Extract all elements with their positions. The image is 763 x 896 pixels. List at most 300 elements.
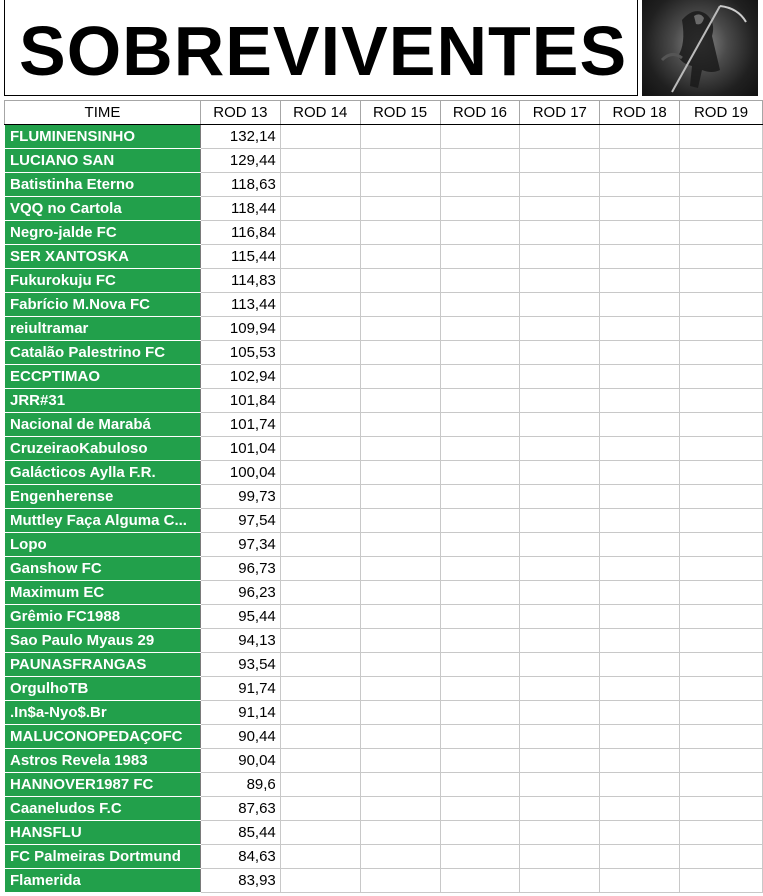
rod15-score-cell[interactable]	[360, 845, 440, 869]
team-name-cell[interactable]: Fabrício M.Nova FC	[5, 293, 201, 317]
rod13-score-cell[interactable]: 101,04	[200, 437, 280, 461]
rod16-score-cell[interactable]	[440, 869, 520, 893]
rod19-score-cell[interactable]	[680, 605, 763, 629]
rod17-score-cell[interactable]	[520, 629, 600, 653]
rod15-score-cell[interactable]	[360, 869, 440, 893]
team-name-cell[interactable]: .In$a-Nyo$.Br	[5, 701, 201, 725]
team-name-cell[interactable]: reiultramar	[5, 317, 201, 341]
rod17-score-cell[interactable]	[520, 341, 600, 365]
rod17-score-cell[interactable]	[520, 149, 600, 173]
rod14-score-cell[interactable]	[280, 485, 360, 509]
team-name-cell[interactable]: PAUNASFRANGAS	[5, 653, 201, 677]
column-header-rod19[interactable]: ROD 19	[680, 101, 763, 125]
rod15-score-cell[interactable]	[360, 461, 440, 485]
rod18-score-cell[interactable]	[600, 677, 680, 701]
team-name-cell[interactable]: FLUMINENSINHO	[5, 125, 201, 149]
rod18-score-cell[interactable]	[600, 725, 680, 749]
rod14-score-cell[interactable]	[280, 461, 360, 485]
rod16-score-cell[interactable]	[440, 317, 520, 341]
rod16-score-cell[interactable]	[440, 701, 520, 725]
rod16-score-cell[interactable]	[440, 677, 520, 701]
team-name-cell[interactable]: Maximum EC	[5, 581, 201, 605]
rod14-score-cell[interactable]	[280, 125, 360, 149]
rod14-score-cell[interactable]	[280, 437, 360, 461]
rod17-score-cell[interactable]	[520, 557, 600, 581]
rod19-score-cell[interactable]	[680, 269, 763, 293]
rod17-score-cell[interactable]	[520, 869, 600, 893]
rod14-score-cell[interactable]	[280, 293, 360, 317]
page-title: SOBREVIVENTES	[19, 12, 628, 90]
rod16-score-cell[interactable]	[440, 125, 520, 149]
rod13-score-cell[interactable]: 97,54	[200, 509, 280, 533]
rod16-score-cell[interactable]	[440, 389, 520, 413]
rod16-score-cell[interactable]	[440, 485, 520, 509]
rod19-score-cell[interactable]	[680, 533, 763, 557]
rod13-score-cell[interactable]: 101,74	[200, 413, 280, 437]
table-row	[5, 341, 763, 365]
rod15-score-cell[interactable]	[360, 317, 440, 341]
rod13-score-cell[interactable]: 83,93	[200, 869, 280, 893]
table-row	[5, 653, 763, 677]
rod17-score-cell[interactable]	[520, 701, 600, 725]
rod19-score-cell[interactable]	[680, 413, 763, 437]
rod18-score-cell[interactable]	[600, 773, 680, 797]
rod16-score-cell[interactable]	[440, 797, 520, 821]
rod19-score-cell[interactable]	[680, 149, 763, 173]
rod16-score-cell[interactable]	[440, 773, 520, 797]
column-header-rod16[interactable]: ROD 16	[440, 101, 520, 125]
rod15-score-cell[interactable]	[360, 341, 440, 365]
rod16-score-cell[interactable]	[440, 749, 520, 773]
rod14-score-cell[interactable]	[280, 653, 360, 677]
rod13-score-cell[interactable]: 89,6	[200, 773, 280, 797]
rod15-score-cell[interactable]	[360, 389, 440, 413]
rod19-score-cell[interactable]	[680, 701, 763, 725]
rod19-score-cell[interactable]	[680, 341, 763, 365]
table-row	[5, 677, 763, 701]
rod16-score-cell[interactable]	[440, 437, 520, 461]
rod17-score-cell[interactable]	[520, 821, 600, 845]
grim-reaper-icon	[642, 0, 758, 96]
rod14-score-cell[interactable]	[280, 197, 360, 221]
column-header-rod17[interactable]: ROD 17	[520, 101, 600, 125]
rod18-score-cell[interactable]	[600, 629, 680, 653]
table-row	[5, 581, 763, 605]
rod18-score-cell[interactable]	[600, 389, 680, 413]
rod18-score-cell[interactable]	[600, 437, 680, 461]
rod19-score-cell[interactable]	[680, 293, 763, 317]
rod19-score-cell[interactable]	[680, 461, 763, 485]
rod14-score-cell[interactable]	[280, 845, 360, 869]
rod18-score-cell[interactable]	[600, 581, 680, 605]
rod17-score-cell[interactable]	[520, 197, 600, 221]
rod13-score-cell[interactable]: 118,44	[200, 197, 280, 221]
rod13-score-cell[interactable]: 132,14	[200, 125, 280, 149]
rod17-score-cell[interactable]	[520, 749, 600, 773]
rod17-score-cell[interactable]	[520, 797, 600, 821]
rod14-score-cell[interactable]	[280, 749, 360, 773]
rod16-score-cell[interactable]	[440, 293, 520, 317]
rod15-score-cell[interactable]	[360, 245, 440, 269]
rod19-score-cell[interactable]	[680, 437, 763, 461]
table-row	[5, 533, 763, 557]
rod17-score-cell[interactable]	[520, 365, 600, 389]
rod16-score-cell[interactable]	[440, 629, 520, 653]
rod16-score-cell[interactable]	[440, 221, 520, 245]
column-header-rod13[interactable]: ROD 13	[200, 101, 280, 125]
rod17-score-cell[interactable]	[520, 293, 600, 317]
rod18-score-cell[interactable]	[600, 701, 680, 725]
rod15-score-cell[interactable]	[360, 149, 440, 173]
rod16-score-cell[interactable]	[440, 341, 520, 365]
rod18-score-cell[interactable]	[600, 653, 680, 677]
team-name-cell[interactable]: Negro-jalde FC	[5, 221, 201, 245]
rod14-score-cell[interactable]	[280, 797, 360, 821]
rod17-score-cell[interactable]	[520, 317, 600, 341]
rod18-score-cell[interactable]	[600, 605, 680, 629]
team-name-cell[interactable]: Caaneludos F.C	[5, 797, 201, 821]
table-row	[5, 125, 763, 149]
rod14-score-cell[interactable]	[280, 605, 360, 629]
rod15-score-cell[interactable]	[360, 749, 440, 773]
rod17-score-cell[interactable]	[520, 269, 600, 293]
rod13-score-cell[interactable]: 84,63	[200, 845, 280, 869]
rod15-score-cell[interactable]	[360, 485, 440, 509]
column-header-rod15[interactable]: ROD 15	[360, 101, 440, 125]
team-name-cell[interactable]: FC Palmeiras Dortmund	[5, 845, 201, 869]
rod14-score-cell[interactable]	[280, 173, 360, 197]
rod15-score-cell[interactable]	[360, 533, 440, 557]
rod14-score-cell[interactable]	[280, 725, 360, 749]
rod16-score-cell[interactable]	[440, 245, 520, 269]
team-name-cell[interactable]: CruzeiraoKabuloso	[5, 437, 201, 461]
team-name-cell[interactable]: ECCPTIMAO	[5, 365, 201, 389]
rod13-score-cell[interactable]: 90,04	[200, 749, 280, 773]
rod16-score-cell[interactable]	[440, 365, 520, 389]
rod19-score-cell[interactable]	[680, 653, 763, 677]
rod16-score-cell[interactable]	[440, 725, 520, 749]
rod19-score-cell[interactable]	[680, 821, 763, 845]
rod16-score-cell[interactable]	[440, 581, 520, 605]
rod19-score-cell[interactable]	[680, 629, 763, 653]
team-name-cell[interactable]: Ganshow FC	[5, 557, 201, 581]
rod13-score-cell[interactable]: 116,84	[200, 221, 280, 245]
rod19-score-cell[interactable]	[680, 173, 763, 197]
rod15-score-cell[interactable]	[360, 797, 440, 821]
team-name-cell[interactable]: HANSFLU	[5, 821, 201, 845]
rod18-score-cell[interactable]	[600, 173, 680, 197]
rod15-score-cell[interactable]	[360, 653, 440, 677]
rod19-score-cell[interactable]	[680, 725, 763, 749]
team-name-cell[interactable]: Astros Revela 1983	[5, 749, 201, 773]
rod16-score-cell[interactable]	[440, 149, 520, 173]
team-name-cell[interactable]: SER XANTOSKA	[5, 245, 201, 269]
rod13-score-cell[interactable]: 99,73	[200, 485, 280, 509]
table-row	[5, 869, 763, 893]
rod15-score-cell[interactable]	[360, 437, 440, 461]
table-row	[5, 797, 763, 821]
rod16-score-cell[interactable]	[440, 845, 520, 869]
rod13-score-cell[interactable]: 101,84	[200, 389, 280, 413]
rod18-score-cell[interactable]	[600, 125, 680, 149]
rod15-score-cell[interactable]	[360, 221, 440, 245]
rod18-score-cell[interactable]	[600, 509, 680, 533]
rod13-score-cell[interactable]: 94,13	[200, 629, 280, 653]
rod19-score-cell[interactable]	[680, 317, 763, 341]
rod17-score-cell[interactable]	[520, 773, 600, 797]
team-name-cell[interactable]: OrgulhoTB	[5, 677, 201, 701]
table-row	[5, 293, 763, 317]
rod13-score-cell[interactable]: 100,04	[200, 461, 280, 485]
rod15-score-cell[interactable]	[360, 629, 440, 653]
rod18-score-cell[interactable]	[600, 341, 680, 365]
rod13-score-cell[interactable]: 105,53	[200, 341, 280, 365]
rod15-score-cell[interactable]	[360, 725, 440, 749]
rod14-score-cell[interactable]	[280, 557, 360, 581]
rod14-score-cell[interactable]	[280, 389, 360, 413]
rod17-score-cell[interactable]	[520, 605, 600, 629]
rod17-score-cell[interactable]	[520, 245, 600, 269]
rod15-score-cell[interactable]	[360, 293, 440, 317]
rod18-score-cell[interactable]	[600, 221, 680, 245]
rod14-score-cell[interactable]	[280, 245, 360, 269]
rod19-score-cell[interactable]	[680, 389, 763, 413]
title-box	[4, 0, 638, 96]
rod13-score-cell[interactable]: 91,14	[200, 701, 280, 725]
rod13-score-cell[interactable]: 85,44	[200, 821, 280, 845]
table-row	[5, 461, 763, 485]
rod18-score-cell[interactable]	[600, 293, 680, 317]
rod15-score-cell[interactable]	[360, 173, 440, 197]
table-row	[5, 389, 763, 413]
rod17-score-cell[interactable]	[520, 173, 600, 197]
table-row	[5, 485, 763, 509]
rod16-score-cell[interactable]	[440, 197, 520, 221]
rod13-score-cell[interactable]: 87,63	[200, 797, 280, 821]
rod18-score-cell[interactable]	[600, 845, 680, 869]
rod19-score-cell[interactable]	[680, 869, 763, 893]
table-row	[5, 845, 763, 869]
rod16-score-cell[interactable]	[440, 173, 520, 197]
rod19-score-cell[interactable]	[680, 365, 763, 389]
rod15-score-cell[interactable]	[360, 365, 440, 389]
rod19-score-cell[interactable]	[680, 509, 763, 533]
rod13-score-cell[interactable]: 93,54	[200, 653, 280, 677]
rod14-score-cell[interactable]	[280, 509, 360, 533]
rod18-score-cell[interactable]	[600, 797, 680, 821]
rod13-score-cell[interactable]: 114,83	[200, 269, 280, 293]
rod13-score-cell[interactable]: 129,44	[200, 149, 280, 173]
rod14-score-cell[interactable]	[280, 677, 360, 701]
rod13-score-cell[interactable]: 115,44	[200, 245, 280, 269]
rod16-score-cell[interactable]	[440, 413, 520, 437]
column-header-rod14[interactable]: ROD 14	[280, 101, 360, 125]
rod19-score-cell[interactable]	[680, 773, 763, 797]
rod15-score-cell[interactable]	[360, 677, 440, 701]
rod17-score-cell[interactable]	[520, 389, 600, 413]
rod13-score-cell[interactable]: 96,23	[200, 581, 280, 605]
table-row	[5, 557, 763, 581]
rod17-score-cell[interactable]	[520, 125, 600, 149]
table-row	[5, 149, 763, 173]
table-row	[5, 221, 763, 245]
team-name-cell[interactable]: Flamerida	[5, 869, 201, 893]
table-row	[5, 245, 763, 269]
table-row	[5, 821, 763, 845]
rod14-score-cell[interactable]	[280, 341, 360, 365]
rod18-score-cell[interactable]	[600, 869, 680, 893]
rod19-score-cell[interactable]	[680, 125, 763, 149]
rod16-score-cell[interactable]	[440, 509, 520, 533]
rod16-score-cell[interactable]	[440, 653, 520, 677]
rod14-score-cell[interactable]	[280, 221, 360, 245]
rod13-score-cell[interactable]: 118,63	[200, 173, 280, 197]
team-name-cell[interactable]: HANNOVER1987 FC	[5, 773, 201, 797]
team-name-cell[interactable]: Sao Paulo Myaus 29	[5, 629, 201, 653]
rod17-score-cell[interactable]	[520, 461, 600, 485]
rod14-score-cell[interactable]	[280, 629, 360, 653]
rod18-score-cell[interactable]	[600, 533, 680, 557]
rod15-score-cell[interactable]	[360, 197, 440, 221]
team-name-cell[interactable]: Grêmio FC1988	[5, 605, 201, 629]
rod18-score-cell[interactable]	[600, 749, 680, 773]
table-row	[5, 197, 763, 221]
table-row	[5, 269, 763, 293]
rod17-score-cell[interactable]	[520, 581, 600, 605]
rod18-score-cell[interactable]	[600, 821, 680, 845]
rod14-score-cell[interactable]	[280, 821, 360, 845]
rod16-score-cell[interactable]	[440, 821, 520, 845]
table-row	[5, 749, 763, 773]
team-name-cell[interactable]: Lopo	[5, 533, 201, 557]
rod18-score-cell[interactable]	[600, 365, 680, 389]
team-name-cell[interactable]: Fukurokuju FC	[5, 269, 201, 293]
rod16-score-cell[interactable]	[440, 269, 520, 293]
rod18-score-cell[interactable]	[600, 245, 680, 269]
rod15-score-cell[interactable]	[360, 509, 440, 533]
rod18-score-cell[interactable]	[600, 269, 680, 293]
rod17-score-cell[interactable]	[520, 725, 600, 749]
team-name-cell[interactable]: Catalão Palestrino FC	[5, 341, 201, 365]
rod19-score-cell[interactable]	[680, 749, 763, 773]
rod14-score-cell[interactable]	[280, 581, 360, 605]
rod14-score-cell[interactable]	[280, 701, 360, 725]
rod18-score-cell[interactable]	[600, 149, 680, 173]
table-body	[5, 125, 763, 893]
rod15-score-cell[interactable]	[360, 413, 440, 437]
table-row	[5, 509, 763, 533]
rod18-score-cell[interactable]	[600, 413, 680, 437]
header-row	[5, 101, 763, 125]
rod17-score-cell[interactable]	[520, 653, 600, 677]
rod17-score-cell[interactable]	[520, 533, 600, 557]
team-name-cell[interactable]: JRR#31	[5, 389, 201, 413]
rod17-score-cell[interactable]	[520, 485, 600, 509]
rod13-score-cell[interactable]: 90,44	[200, 725, 280, 749]
rod15-score-cell[interactable]	[360, 773, 440, 797]
rod14-score-cell[interactable]	[280, 869, 360, 893]
rod14-score-cell[interactable]	[280, 269, 360, 293]
rod17-score-cell[interactable]	[520, 677, 600, 701]
team-name-cell[interactable]: Galácticos Aylla F.R.	[5, 461, 201, 485]
team-name-cell[interactable]: Nacional de Marabá	[5, 413, 201, 437]
rod19-score-cell[interactable]	[680, 197, 763, 221]
rod18-score-cell[interactable]	[600, 485, 680, 509]
table-row	[5, 317, 763, 341]
rod17-score-cell[interactable]	[520, 845, 600, 869]
rod18-score-cell[interactable]	[600, 461, 680, 485]
rod19-score-cell[interactable]	[680, 845, 763, 869]
rod14-score-cell[interactable]	[280, 773, 360, 797]
table-row	[5, 725, 763, 749]
rod16-score-cell[interactable]	[440, 533, 520, 557]
column-header-time[interactable]: TIME	[5, 101, 201, 125]
rod13-score-cell[interactable]: 96,73	[200, 557, 280, 581]
rod14-score-cell[interactable]	[280, 317, 360, 341]
ranking-table	[4, 100, 763, 893]
rod14-score-cell[interactable]	[280, 365, 360, 389]
rod17-score-cell[interactable]	[520, 221, 600, 245]
table-row	[5, 701, 763, 725]
rod13-score-cell[interactable]: 102,94	[200, 365, 280, 389]
rod18-score-cell[interactable]	[600, 197, 680, 221]
rod13-score-cell[interactable]: 91,74	[200, 677, 280, 701]
rod19-score-cell[interactable]	[680, 221, 763, 245]
rod18-score-cell[interactable]	[600, 557, 680, 581]
team-name-cell[interactable]: VQQ no Cartola	[5, 197, 201, 221]
rod19-score-cell[interactable]	[680, 485, 763, 509]
rod15-score-cell[interactable]	[360, 125, 440, 149]
rod15-score-cell[interactable]	[360, 269, 440, 293]
rod13-score-cell[interactable]: 109,94	[200, 317, 280, 341]
rod19-score-cell[interactable]	[680, 797, 763, 821]
rod15-score-cell[interactable]	[360, 701, 440, 725]
rod13-score-cell[interactable]: 95,44	[200, 605, 280, 629]
rod13-score-cell[interactable]: 97,34	[200, 533, 280, 557]
grim-reaper-icon-svg	[642, 0, 758, 96]
rod14-score-cell[interactable]	[280, 149, 360, 173]
rod19-score-cell[interactable]	[680, 245, 763, 269]
rod17-score-cell[interactable]	[520, 437, 600, 461]
team-name-cell[interactable]: MALUCONOPEDAÇOFC	[5, 725, 201, 749]
rod16-score-cell[interactable]	[440, 557, 520, 581]
rod15-score-cell[interactable]	[360, 821, 440, 845]
team-name-cell[interactable]: Batistinha Eterno	[5, 173, 201, 197]
table-row	[5, 773, 763, 797]
table-row	[5, 437, 763, 461]
rod15-score-cell[interactable]	[360, 581, 440, 605]
team-name-cell[interactable]: Muttley Faça Alguma C...	[5, 509, 201, 533]
table-row	[5, 629, 763, 653]
rod14-score-cell[interactable]	[280, 533, 360, 557]
rod15-score-cell[interactable]	[360, 605, 440, 629]
rod13-score-cell[interactable]: 113,44	[200, 293, 280, 317]
rod17-score-cell[interactable]	[520, 413, 600, 437]
team-name-cell[interactable]: LUCIANO SAN	[5, 149, 201, 173]
rod18-score-cell[interactable]	[600, 317, 680, 341]
rod17-score-cell[interactable]	[520, 509, 600, 533]
rod19-score-cell[interactable]	[680, 557, 763, 581]
rod14-score-cell[interactable]	[280, 413, 360, 437]
rod15-score-cell[interactable]	[360, 557, 440, 581]
rod19-score-cell[interactable]	[680, 677, 763, 701]
table-row	[5, 413, 763, 437]
column-header-rod18[interactable]: ROD 18	[600, 101, 680, 125]
rod16-score-cell[interactable]	[440, 605, 520, 629]
rod16-score-cell[interactable]	[440, 461, 520, 485]
team-name-cell[interactable]: Engenherense	[5, 485, 201, 509]
rod19-score-cell[interactable]	[680, 581, 763, 605]
